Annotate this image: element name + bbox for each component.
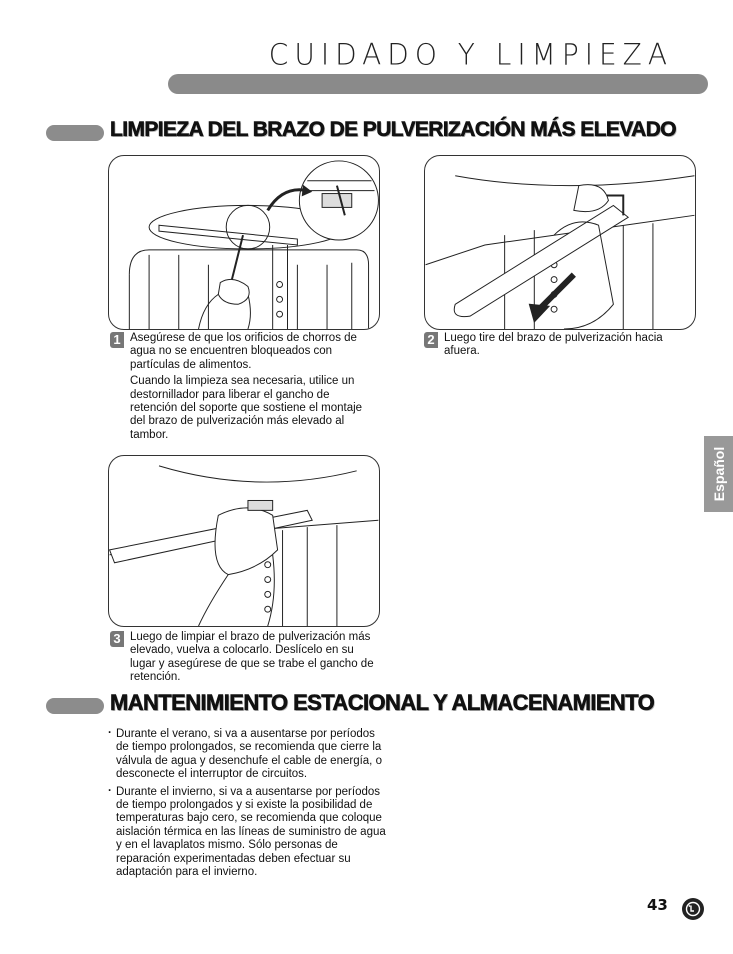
reinstall-spray-arm-illustration (109, 456, 379, 626)
section-title-seasonal-maintenance: MANTENIMIENTO ESTACIONAL Y ALMACENAMIENTO (110, 690, 655, 715)
step-3-paragraph-1: Luego de limpiar el brazo de pulverización más elevado, vuelva a colocarlo. Deslícelo en su lugar y asegúrese de que se trabe el gancho de retención. (130, 631, 374, 684)
step-1-text (130, 332, 375, 442)
seasonal-maintenance-list (108, 728, 388, 883)
screwdriver-release-illustration (109, 156, 379, 329)
step-3-text (130, 631, 375, 685)
page-header-title: CUIDADO Y LIMPIEZA (268, 37, 673, 72)
page-number: 43 (647, 896, 668, 914)
section-title-spray-arm: LIMPIEZA DEL BRAZO DE PULVERIZACIÓN MÁS ELEVADO (110, 118, 677, 141)
list-item: · Durante el invierno, si va a ausentarse por períodos de tiempo prolongados y si existe la posibilidad de temperaturas bajo cero, se recomienda que coloque aislación térmica en las líneas de suministro de agua y en el lavaplatos mismo. Sólo personas de reparación experimentadas deben efectuar su adaptación para el invierno. (108, 786, 388, 880)
step-number-2: 2 (424, 332, 438, 348)
pull-spray-arm-illustration (425, 156, 695, 329)
section-pill-marker (46, 125, 104, 141)
lg-logo-icon (682, 898, 704, 920)
step-2-text (444, 332, 694, 359)
header-bar (168, 74, 708, 94)
step-1-paragraph-1: Asegúrese de que los orificios de chorros de agua no se encuentren bloqueados con partículas de alimentos. (130, 332, 357, 371)
step-1-paragraph-2: Cuando la limpieza sea necesaria, utilice un destornillador para liberar el gancho de retención del soporte que sostiene el montaje del brazo de pulverización más elevado al tambor. (130, 375, 363, 441)
illustration-step-1 (108, 155, 380, 330)
step-number-1: 1 (110, 332, 124, 348)
language-label: Español (711, 446, 727, 502)
list-item: · Durante el verano, si va a ausentarse por períodos de tiempo prolongados, se recomienda que cierre la válvula de agua y desenchufe el cable de energía, o desconecte el interruptor de circuitos. (108, 728, 388, 782)
language-side-tab (704, 436, 733, 512)
illustration-step-2 (424, 155, 696, 330)
section-pill-marker (46, 698, 104, 714)
illustration-step-3 (108, 455, 380, 627)
step-number-3: 3 (110, 631, 124, 647)
step-2-paragraph-1: Luego tire del brazo de pulverización hacia afuera. (444, 332, 663, 358)
